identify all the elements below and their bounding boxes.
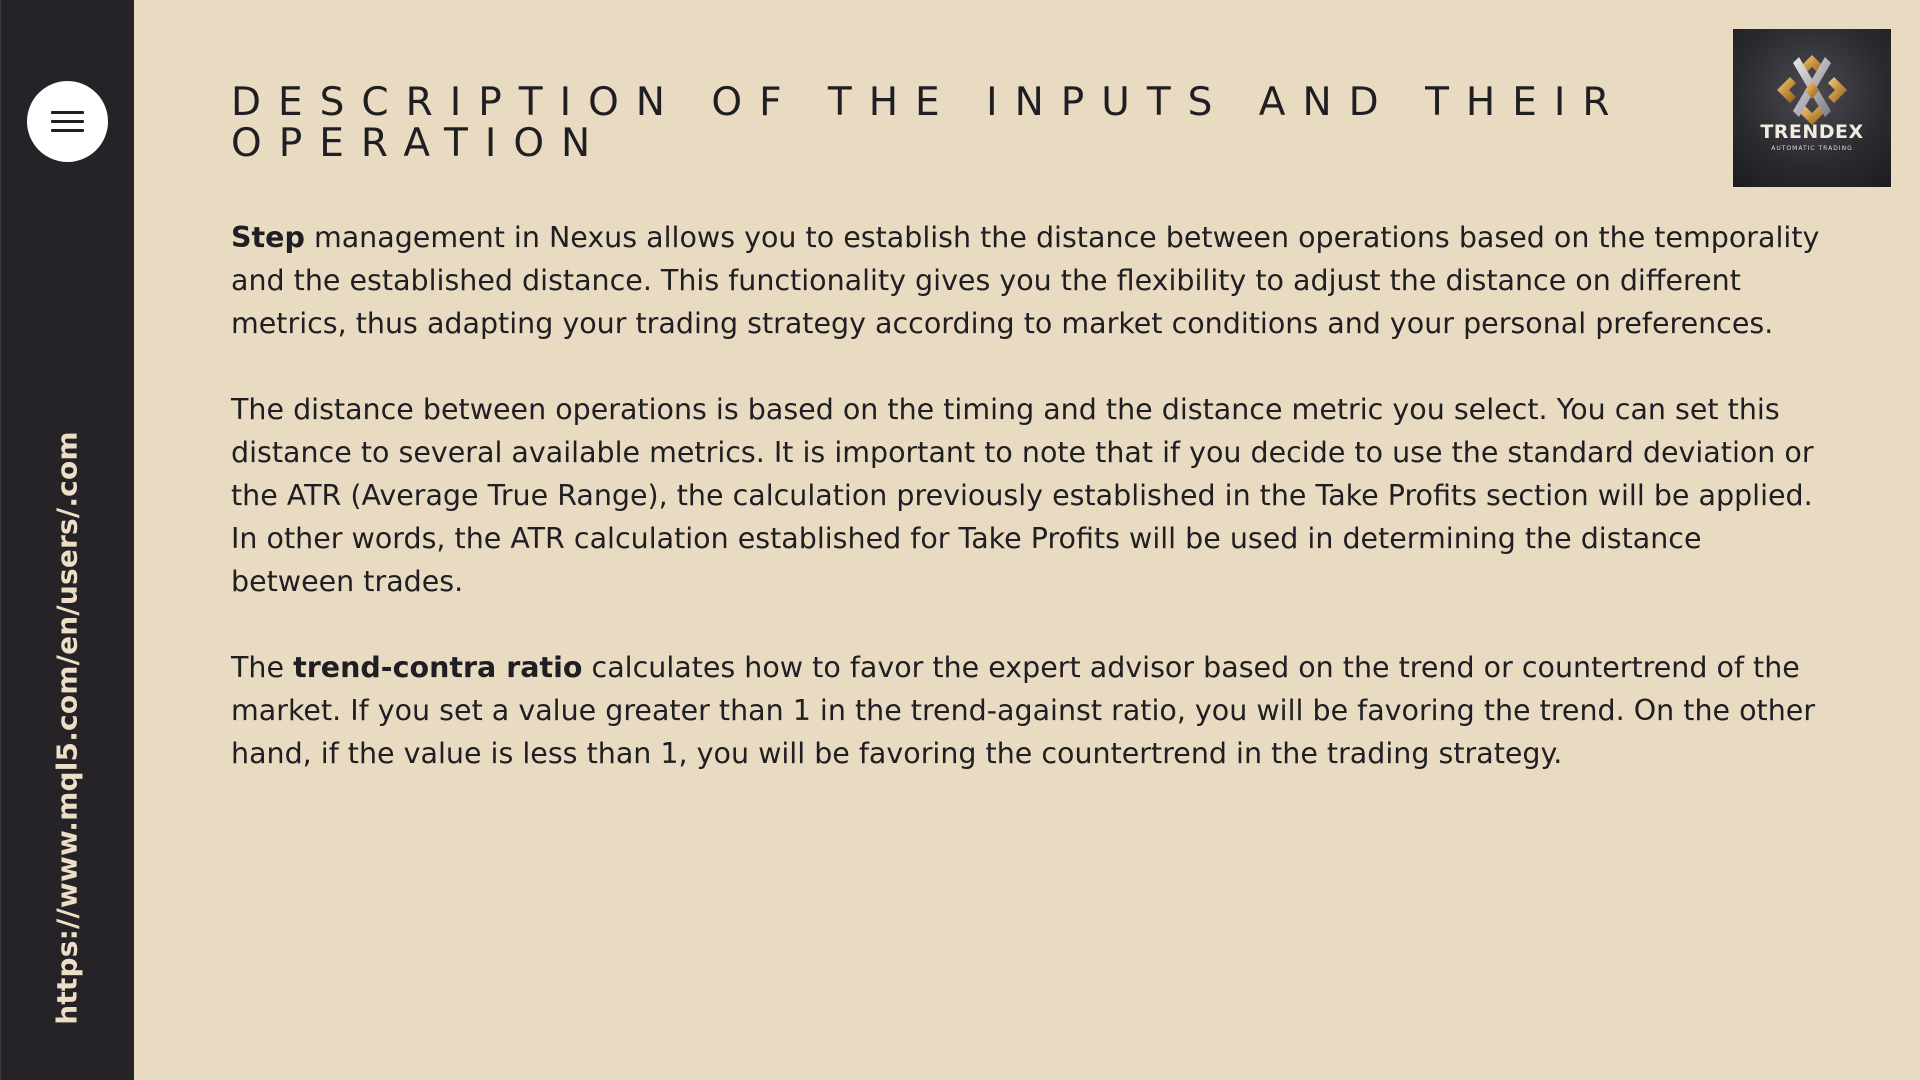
- paragraph-step: [231, 216, 1831, 345]
- paragraph-text: calculates how to favor the expert advisor based on the trend or countertrend of the market. If you set a value greater than 1 in the trend-against ratio, you will be favoring the trend. On the other hand, if the value is less than 1, you will be favoring the countertrend in the trading strategy.: [231, 651, 1816, 770]
- paragraph-text: The: [231, 651, 294, 684]
- logo-tagline: AUTOMATIC TRADING: [1771, 145, 1853, 152]
- bold-term-step: Step: [231, 221, 305, 254]
- page-title: DESCRIPTION OF THE INPUTS AND THEIR OPERATION: [231, 80, 1627, 166]
- paragraph-text: management in Nexus allows you to establish the distance between operations based on the temporality and the established distance. This functionality gives you the flexibility to adjust the distance on different metrics, thus adapting your trading strategy according to market conditions and your personal preferences.: [231, 221, 1820, 340]
- bold-term-trend-contra: trend-contra ratio: [293, 651, 583, 684]
- logo-name: TRENDEX: [1760, 121, 1864, 143]
- sidebar: [0, 0, 134, 1080]
- paragraph-trend-contra: [231, 646, 1831, 775]
- sidebar-url: https://www.mql5.com/en/users/.com: [50, 431, 84, 1025]
- trendex-logo: [1733, 29, 1891, 187]
- menu-button[interactable]: [27, 81, 108, 162]
- trendex-diamond-logo-icon: [1733, 29, 1891, 187]
- paragraph-distance: The distance between operations is based on the timing and the distance metric you select. You can set this distance to several available metrics. It is important to note that if you decide to use the standard deviation or the ATR (Average True Range), the calculation previously established in the Take Profits section will be applied. In other words, the ATR calculation established for Take Profits will be used in determining the distance between trades.: [231, 393, 1814, 598]
- slide-content: [231, 216, 1831, 818]
